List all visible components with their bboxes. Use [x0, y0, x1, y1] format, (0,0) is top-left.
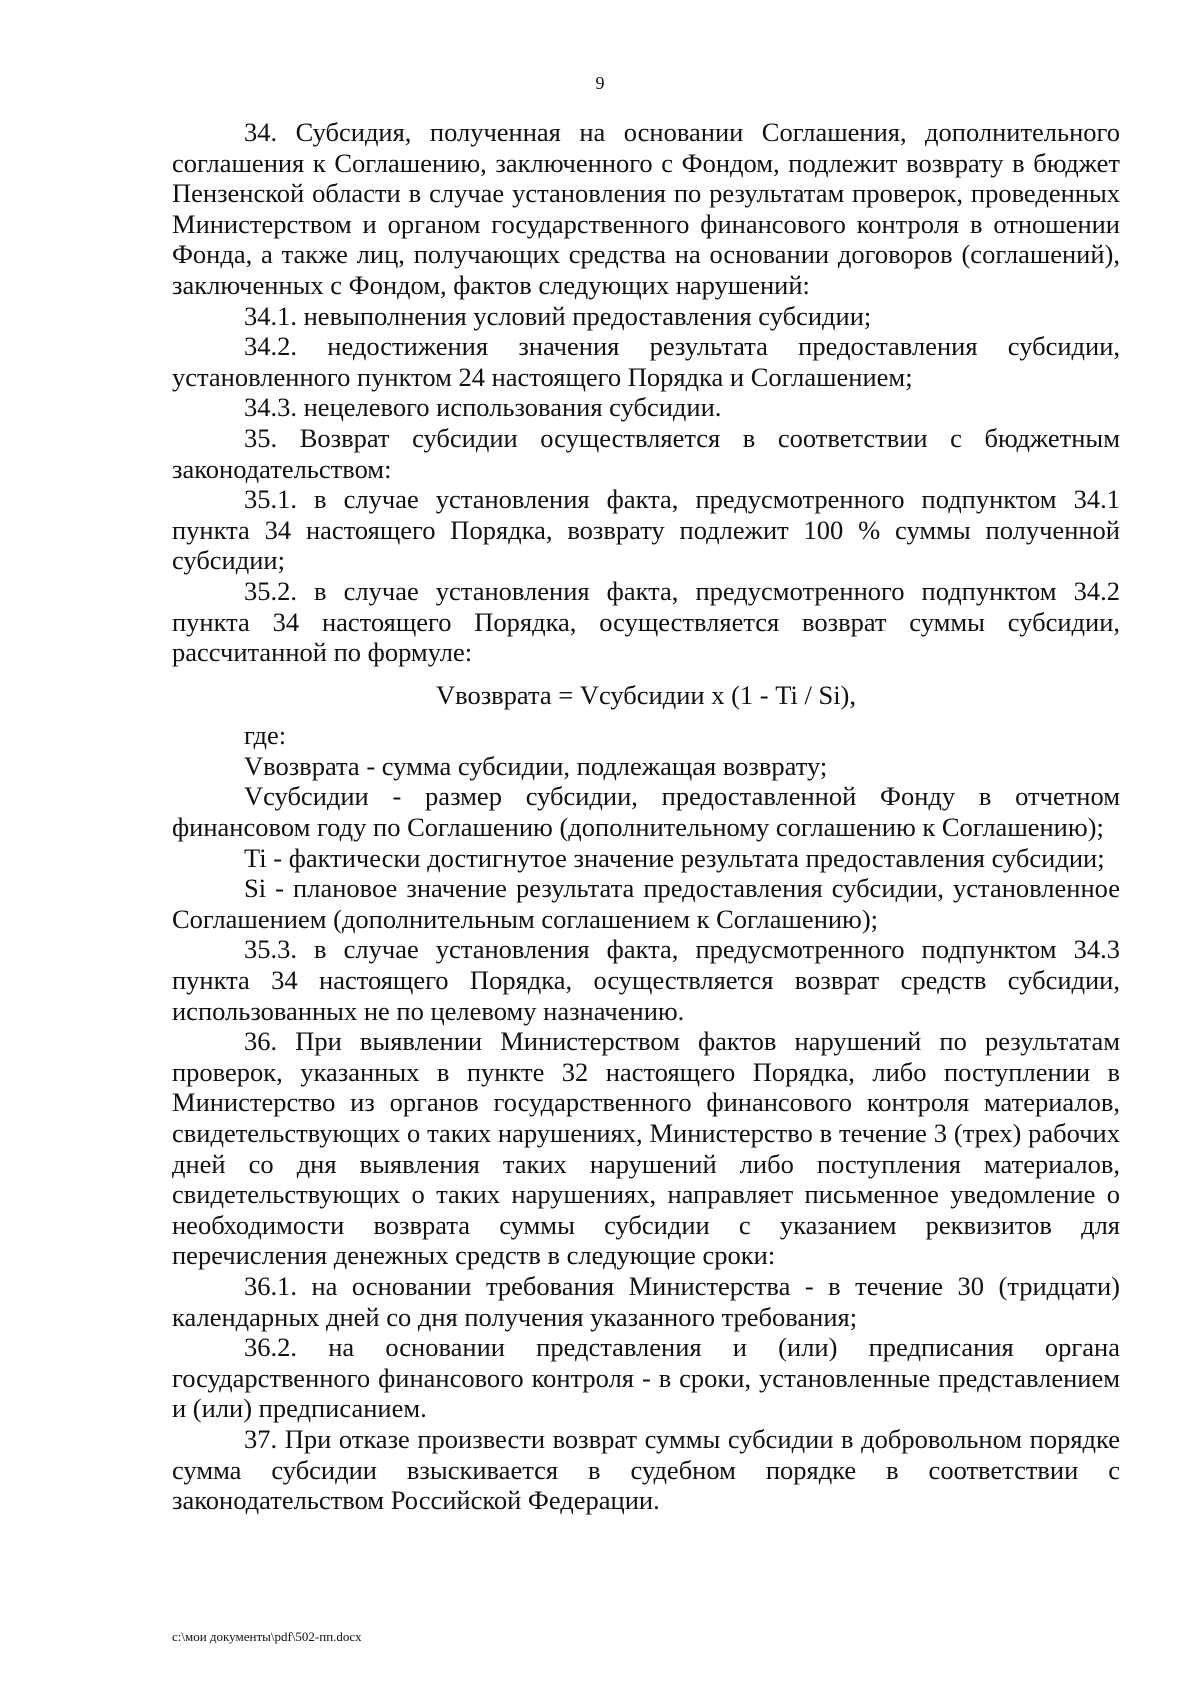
document-body [172, 117, 1120, 1516]
paragraph-34-2: 34.2. недостижения значения результата предоставления субсидии, установленного пунктом 24 настоящего Порядка и Соглашением; [172, 331, 1120, 392]
paragraph-37: 37. При отказе произвести возврат суммы субсидии в добровольном порядке сумма субсидии взыскивается в судебном порядке в соответствии с законодательством Российской Федерации. [172, 1423, 1120, 1516]
paragraph-35-2: 35.2. в случае установления факта, предусмотренного подпунктом 34.2 пункта 34 настоящего Порядка, осуществляется возврат суммы субсидии, рассчитанной по формуле: [172, 575, 1120, 668]
footer-file-path: c:\мои документы\pdf\502-пп.docx [172, 1629, 362, 1644]
paragraph-35-1: 35.1. в случае установления факта, предусмотренного подпунктом 34.1 пункта 34 настоящего Порядка, возврату подлежит 100 % суммы полученной субсидии; [172, 484, 1120, 576]
paragraph-34-1: 34.1. невыполнения условий предоставления субсидии; [244, 300, 872, 331]
definition-v-subsidy: Vсубсидии - размер субсидии, предоставленной Фонду в отчетном финансовом году по Соглашению (дополнительному соглашению к Соглашению); [172, 781, 1120, 843]
paragraph-34-3: 34.3. нецелевого использования субсидии. [244, 392, 722, 423]
definition-v-return: Vвозврата - сумма субсидии, подлежащая возврату; [244, 750, 828, 781]
paragraph-36-2: 36.2. на основании представления и (или) предписания органа государственного финансового контроля - в сроки, установленные представлением и (или) предписанием. [172, 1332, 1120, 1424]
paragraph-35: 35. Возврат субсидии осуществляется в соответствии с бюджетным законодательством: [172, 422, 1120, 484]
paragraph-36: 36. При выявлении Министерством фактов нарушений по результатам проверок, указанных в пункте 32 настоящего Порядка, либо поступлении в Министерство из органов государственного финансового контроля материалов, свидетельствующих о таких нарушениях, Министерство в течение 3 (трех) рабочих дней со дня выявления таких нарушений либо поступления материалов, свидетельствующих о таких нарушениях, направляет письменное уведомление о необходимости возврата суммы субсидии с указанием реквизитов для перечисления денежных средств в следующие сроки: [172, 1026, 1120, 1271]
paragraph-34: 34. Субсидия, полученная на основании Соглашения, дополнительного соглашения к Соглашению, заключенного с Фондом, подлежит возврату в бюджет Пензенской области в случае установления по результатам проверок, проведенных Министерством и органом государственного финансового контроля в отношении Фонда, а также лиц, получающих средства на основании договоров (соглашений), заключенных с Фондом, фактов следующих нарушений: [172, 117, 1120, 300]
formula: Vвозврата = Vсубсидии х (1 - Ti / Si), [435, 679, 857, 710]
paragraph-36-1: 36.1. на основании требования Министерства - в течение 30 (тридцати) календарных дней со дня получения указанного требования; [172, 1270, 1120, 1332]
page-number: 9 [595, 73, 605, 93]
paragraph-35-3: 35.3. в случае установления факта, предусмотренного подпунктом 34.3 пункта 34 настоящего Порядка, осуществляется возврат средств субсидии, использованных не по целевому назначению. [172, 934, 1120, 1026]
definition-ti: Ti - фактически достигнутое значение результата предоставления субсидии; [244, 842, 1105, 873]
definition-si: Si - плановое значение результата предоставления субсидии, установленное Соглашением (дополнительным соглашением к Соглашению); [172, 873, 1120, 934]
where-label: где: [244, 720, 287, 751]
